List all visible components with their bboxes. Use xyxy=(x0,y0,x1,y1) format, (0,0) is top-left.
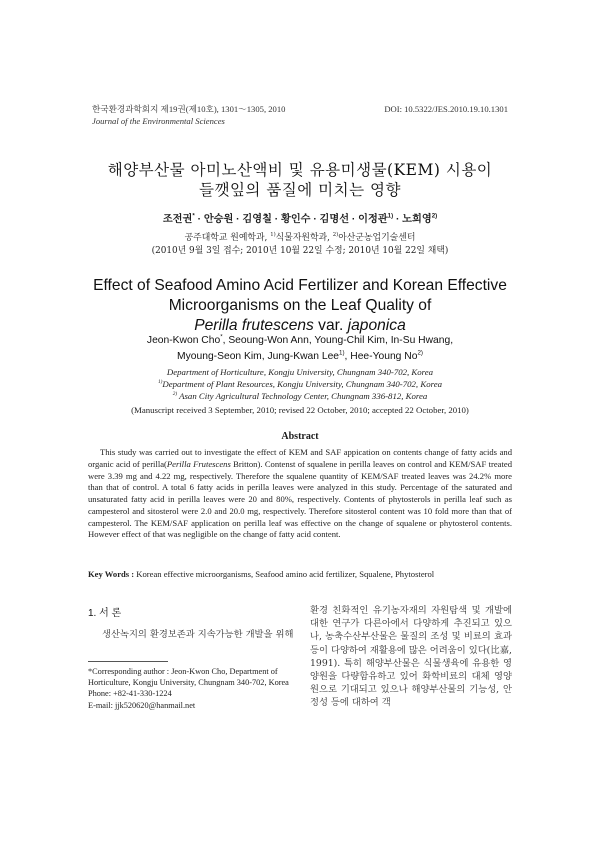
corresponding-mark-en: * xyxy=(220,333,223,341)
affil-ko-c: 아산군농업기술센터 xyxy=(338,233,416,243)
affil-en-m1: 1) xyxy=(158,379,163,386)
affil-mark-2: 2) xyxy=(431,212,438,220)
affiliation-ko xyxy=(60,230,540,243)
authors-ko-rest1: · 안승원 · 김영칠 · 황인수 · 김명선 · 이정관 xyxy=(197,214,388,225)
abstract-body xyxy=(88,447,512,541)
variety-name: japonica xyxy=(347,317,406,334)
authors-ko xyxy=(60,210,540,225)
corresponding-mark: * xyxy=(192,212,195,220)
affil-en-l3: Asan City Agricultural Technology Center, Chungnam 336-812, Korea xyxy=(177,391,428,401)
keywords xyxy=(88,569,512,579)
intro-left-text: 생산녹지의 환경보존과 지속가능한 개발을 위해 xyxy=(102,629,294,640)
footnote-rule xyxy=(88,661,168,662)
affil-ko-m2: 2) xyxy=(332,232,339,239)
keywords-text: Korean effective microorganisms, Seafood amino acid fertilizer, Squalene, Phytosterol xyxy=(134,569,435,579)
authors-en-line2 xyxy=(60,351,540,362)
affiliation-en-2 xyxy=(40,379,560,389)
affil-ko-b: 식물자원학과, xyxy=(275,233,333,243)
intro-left-column xyxy=(88,628,294,641)
footnote-line2: Horticulture, Kongju University, Chungnam 340-702, Korea xyxy=(88,678,289,688)
footnote-line1: *Corresponding author : Jeon-Kwon Cho, Department of xyxy=(88,667,278,676)
abstract-text-b: Britton). Contenst of squalene in perilla leaves on control and KEM/SAF treated were 3.39 mg and 4.22 mg, respectively. Therefore the squalene quantity of KEM/SAF treated leaves was 24.2% more than that of control. A total 6 fatty acids in perilla leaves were analyzed in this study. Percentage of the saturated and unsaturated fatty acid in perilla leaves were 20 and 80%, respectively. Contents of phytosterols in perilla leaf such as campesterol and sitosterol were 2.0 and 20.0 mg, respectively. Therefore sitosterol content was 10 fold more than that of campesterol. The KEM/SAF application on perilla leaf was effective on the change of squalene or phytosterol contents. However effect of that was negligible on the change of fatty acid content. xyxy=(88,458,512,540)
footnote-email: E-mail: jjk520620@hanmail.net xyxy=(88,700,196,710)
title-ko-line2: 들깻잎의 품질에 미치는 영향 xyxy=(199,181,401,199)
received-dates-ko: (2010년 9월 3일 접수; 2010년 10월 22일 수정; 2010년 10월 22일 채택) xyxy=(151,246,449,256)
doi: DOI: 10.5322/JES.2010.19.10.1301 xyxy=(384,104,508,114)
title-en-line1: Effect of Seafood Amino Acid Fertilizer and Korean Effective xyxy=(93,277,507,294)
author-en-1: Jeon-Kwon Cho xyxy=(146,335,221,346)
affil-ko-a: 공주대학교 원예학과, xyxy=(184,233,271,243)
authors-en-rest1: , Seoung-Won Ann, Young-Chil Kim, In-Su Hwang, xyxy=(222,335,454,346)
intro-right-text: 환경 친화적인 유기농자재의 자원탐색 및 개발에 대한 연구가 다른아에서 다양하게 추진되고 있으나, 농축수산부산물은 물질의 조성 및 비료의 효과 등이 다양하여 재활용에 많은 어려움이 있다(比嘉, 1991). 특히 해양부산물은 식물생육에 유용한 영양원을 다량함유하고 있어 화학비료의 대체 영양원으로 기대되고 있으나 해양부산물의 기능성, 안정성 등에 대하여 객 xyxy=(310,605,512,709)
abstract-species: Perilla Frutescens xyxy=(166,458,231,469)
affil-ko-m1: 1) xyxy=(270,232,276,239)
species-name: Perilla frutescens xyxy=(194,317,314,334)
author-ko-1: 조전권 xyxy=(162,214,193,225)
authors-en-line1 xyxy=(60,335,540,346)
affiliation-en-3 xyxy=(40,391,560,401)
affil-en-m2: 2) xyxy=(172,391,178,398)
abstract-text-a: This study was carried out to investigate the effect of KEM and SAF appication on contents change of fatty acids and organic acid of perilla( xyxy=(88,447,512,469)
affil-mark-en-1: 1) xyxy=(339,349,345,357)
footnote-phone: Phone: +82-41-330-1224 xyxy=(88,689,172,699)
corresponding-footnote xyxy=(88,666,298,711)
keywords-label: Key Words : xyxy=(88,569,135,579)
title-en-line2: Microorganisms on the Leaf Quality of xyxy=(168,297,432,314)
journal-citation-ko: 한국환경과학회지 제19권(제10호), 1301～1305, 2010 xyxy=(92,104,286,114)
title-en-line3 xyxy=(40,316,560,336)
manuscript-dates: (Manuscript received 3 September, 2010; revised 22 October, 2010; accepted 22 October, 2010) xyxy=(131,405,469,415)
intro-right-column xyxy=(310,604,512,710)
affiliation-en-1: Department of Horticulture, Kongju University, Chungnam 340-702, Korea xyxy=(166,367,434,377)
affil-mark-en-2: 2) xyxy=(417,349,423,357)
journal-name-en: Journal of the Environmental Sciences xyxy=(92,115,225,126)
authors-en-rest3: , Hee-Young No xyxy=(344,351,418,362)
authors-en-rest2: Myoung-Seon Kim, Jung-Kwan Lee xyxy=(177,351,340,362)
affil-mark-1: 1) xyxy=(387,212,394,220)
title-ko-line1: 해양부산물 아미노산액비 및 유용미생물(KEM) 시용이 xyxy=(107,161,493,179)
abstract-heading: Abstract xyxy=(281,431,319,442)
journal-header xyxy=(92,104,285,127)
affil-en-l2: Department of Plant Resources, Kongju University, Chungnam 340-702, Korea xyxy=(162,379,442,389)
var-text: var. xyxy=(313,317,348,334)
authors-ko-rest2: · 노희영 xyxy=(395,214,432,225)
section-heading-intro: 1. 서 론 xyxy=(88,608,122,619)
